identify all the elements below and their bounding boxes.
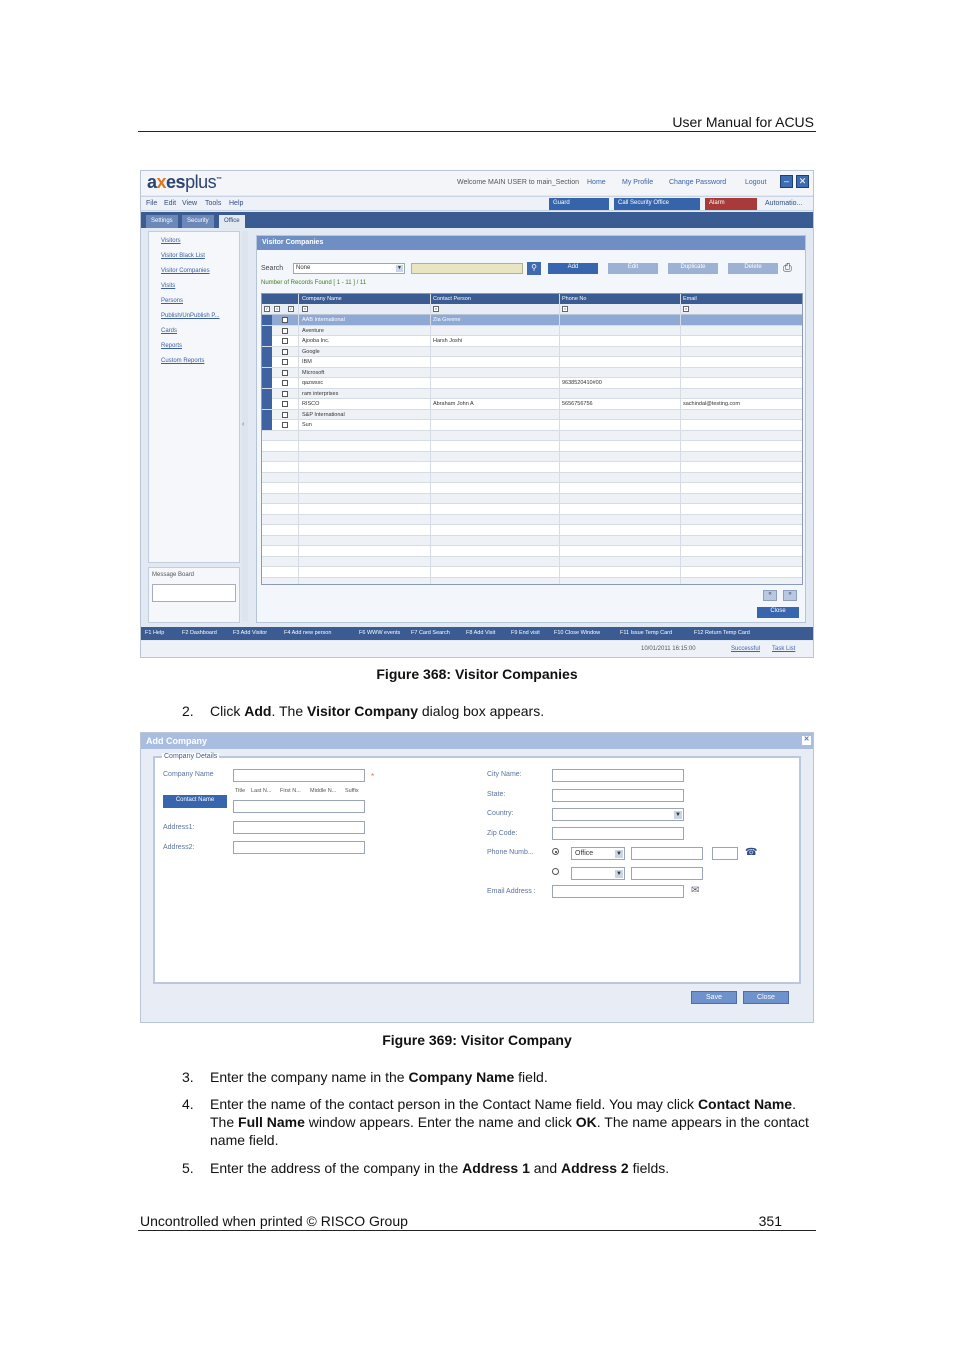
address2-label: Address2: <box>163 844 195 851</box>
automation-menu[interactable]: Automatio... <box>765 200 803 207</box>
status-result[interactable]: Successful <box>731 646 761 652</box>
sidebar-item-custom-reports[interactable]: Custom Reports <box>161 358 205 364</box>
grid-filter-row <box>262 304 803 315</box>
next-page-icon[interactable]: » <box>783 590 797 601</box>
table-row[interactable]: Microsoft <box>262 368 803 379</box>
name-part-first: First N... <box>280 788 301 794</box>
logout-link[interactable]: Logout <box>745 179 767 186</box>
companies-grid <box>261 293 803 585</box>
filter-icon[interactable]: ✓ <box>265 306 269 311</box>
state-label: State: <box>487 791 506 798</box>
table-row[interactable]: ram interprises <box>262 389 803 400</box>
delete-button[interactable]: Delete <box>728 263 778 274</box>
column-company-name[interactable]: Company Name <box>302 296 342 302</box>
records-count: Number of Records Found [ 1 - 11 ] / 11 <box>261 280 367 286</box>
guard-button[interactable]: Guard <box>549 198 609 210</box>
country-label: Country: <box>487 810 514 817</box>
close-icon[interactable]: ✕ <box>803 736 810 743</box>
tab-office[interactable]: Office <box>219 215 245 228</box>
empty-row <box>262 515 803 526</box>
name-part-title: Title <box>235 788 246 794</box>
dialog-title: Add Company ✕ <box>141 733 814 749</box>
empty-row <box>262 483 803 494</box>
menu-edit[interactable]: Edit <box>164 200 177 207</box>
name-part-middle: Middle N... <box>310 788 337 794</box>
fkey-card-search[interactable]: F7 Card Search <box>411 630 450 636</box>
table-row[interactable]: AAB International Zia Greene <box>262 315 803 326</box>
phone-secondary-radio[interactable] <box>552 868 559 875</box>
column-contact-person[interactable]: Contact Person <box>433 296 471 302</box>
row-checkbox[interactable] <box>282 338 288 344</box>
sidebar-item-visitors[interactable]: Visitors <box>161 238 181 244</box>
copyright-text: Uncontrolled when printed © RISCO Group <box>140 1213 408 1229</box>
fkey-close-window[interactable]: F10 Close Window <box>554 630 601 636</box>
empty-row <box>262 525 803 536</box>
empty-row <box>262 452 803 463</box>
empty-row <box>262 441 803 452</box>
required-marker: * <box>371 772 375 781</box>
row-checkbox[interactable] <box>282 401 288 407</box>
message-board-label: Message Board <box>152 572 195 578</box>
filter-icon[interactable]: × <box>434 306 438 311</box>
axesplus-logo: axesplus™ <box>147 172 222 192</box>
fkey-dashboard[interactable]: F2 Dashboard <box>182 630 217 636</box>
page-footer <box>138 1211 816 1231</box>
city-name-input[interactable] <box>552 769 684 782</box>
fkey-add-new-person[interactable]: F4 Add new person <box>284 630 332 636</box>
status-bar <box>141 641 814 658</box>
tab-settings[interactable]: Settings <box>146 215 178 228</box>
home-link[interactable]: Home <box>587 179 606 186</box>
row-checkbox[interactable] <box>282 359 288 365</box>
filter-icon[interactable]: × <box>684 306 688 311</box>
address2-input[interactable] <box>233 841 365 854</box>
chevron-down-icon: ▼ <box>616 851 622 857</box>
menu-tools[interactable]: Tools <box>205 200 222 207</box>
phone-number-label: Phone Numb... <box>487 849 534 856</box>
empty-row <box>262 494 803 505</box>
table-row[interactable]: Aventure <box>262 326 803 337</box>
visitor-companies-screenshot <box>140 170 814 658</box>
address1-input[interactable] <box>233 821 365 834</box>
row-checkbox[interactable] <box>282 412 288 418</box>
address1-label: Address1: <box>163 824 195 831</box>
table-row[interactable]: Sun <box>262 420 803 431</box>
table-row[interactable]: Google <box>262 347 803 358</box>
phone-ext-input[interactable] <box>712 847 738 860</box>
chevron-down-icon: ▼ <box>616 871 622 877</box>
zip-code-label: Zip Code: <box>487 830 518 837</box>
close-button[interactable]: Close <box>743 991 789 1004</box>
row-checkbox[interactable] <box>282 328 288 334</box>
phone-type-select[interactable]: Office ▼ <box>571 847 625 860</box>
message-board <box>148 567 240 623</box>
phone-primary-radio[interactable] <box>552 848 559 855</box>
welcome-text: Welcome MAIN USER to main_Section <box>457 179 580 186</box>
empty-row <box>262 536 803 547</box>
sidebar-splitter[interactable] <box>242 231 248 621</box>
row-checkbox[interactable] <box>282 349 288 355</box>
company-details-group <box>153 753 801 984</box>
email-address-input[interactable] <box>552 885 684 898</box>
empty-row <box>262 578 803 586</box>
empty-row <box>262 462 803 473</box>
menu-bar <box>141 196 814 211</box>
fkey-help[interactable]: F1 Help <box>145 630 165 636</box>
table-row[interactable]: IBM <box>262 357 803 368</box>
menu-view[interactable]: View <box>182 200 198 207</box>
contact-name-input[interactable] <box>233 800 365 813</box>
status-datetime: 10/01/2011 16:15:00 <box>641 646 696 652</box>
close-icon[interactable]: ✕ <box>796 175 809 188</box>
empty-row <box>262 431 803 442</box>
phone-icon[interactable]: ☎ <box>745 847 758 858</box>
figure-369-caption: Figure 369: Visitor Company <box>382 1032 572 1048</box>
search-input[interactable] <box>411 263 523 274</box>
column-phone-no[interactable]: Phone No <box>562 296 587 302</box>
search-label: Search <box>261 265 284 272</box>
phone-number-input[interactable] <box>631 847 703 860</box>
empty-row <box>262 557 803 568</box>
table-row[interactable]: qazwsxc 9638520410#00 <box>262 378 803 389</box>
search-field-select[interactable]: None ▼ <box>293 263 405 274</box>
company-name-label: Company Name <box>163 771 214 778</box>
country-select[interactable] <box>552 808 684 821</box>
phone-type-select-2[interactable] <box>571 867 625 880</box>
my-profile-link[interactable]: My Profile <box>622 179 654 186</box>
empty-row <box>262 504 803 515</box>
alarm-button[interactable]: Alarm <box>705 198 757 210</box>
column-email[interactable]: Email <box>683 296 697 302</box>
fkey-issue-temp-card[interactable]: F11 Issue Temp Card <box>620 630 673 636</box>
minimize-icon[interactable]: – <box>780 175 793 188</box>
fkey-add-visit[interactable]: F8 Add Visit <box>466 630 496 636</box>
change-password-link[interactable]: Change Password <box>669 179 727 186</box>
table-row[interactable]: Ajooba Inc. Harsh Joshi <box>262 336 803 347</box>
filter-icon[interactable]: × <box>563 306 567 311</box>
table-row[interactable]: RISCO Abraham John A 5656756756 sachindal@testing.com <box>262 399 803 410</box>
task-list-link[interactable]: Task List <box>772 646 796 652</box>
zip-code-input[interactable] <box>552 827 684 840</box>
row-checkbox[interactable] <box>282 317 288 323</box>
function-key-bar <box>141 627 814 640</box>
sidebar-item-visitor-companies[interactable]: Visitor Companies <box>161 268 210 274</box>
print-icon[interactable]: ⎙ <box>783 262 792 274</box>
figure-368-caption: Figure 368: Visitor Companies <box>376 666 578 682</box>
sidebar-item-visitor-black-list[interactable]: Visitor Black List <box>161 253 205 259</box>
module-tabs <box>141 212 814 228</box>
row-checkbox[interactable] <box>282 391 288 397</box>
table-row[interactable]: S&P International <box>262 410 803 421</box>
phone-number-input-2[interactable] <box>631 867 703 880</box>
filter-icon[interactable]: × <box>275 306 279 311</box>
search-icon[interactable]: ⚲ <box>527 262 541 275</box>
fkey-add-visitor[interactable]: F3 Add Visitor <box>233 630 268 636</box>
company-name-input[interactable] <box>233 769 365 782</box>
mail-icon[interactable]: ✉ <box>691 885 700 896</box>
sidebar-item-publish[interactable]: Publish/UnPublish P... <box>161 313 220 319</box>
prev-page-icon[interactable]: « <box>763 590 777 601</box>
empty-row <box>262 546 803 557</box>
state-input[interactable] <box>552 789 684 802</box>
empty-row <box>262 473 803 484</box>
page-header <box>138 112 816 132</box>
sidebar <box>148 231 240 563</box>
fkey-end-visit[interactable]: F9 End visit <box>511 630 540 636</box>
edit-button[interactable]: Edit <box>608 263 658 274</box>
filter-icon[interactable]: ✓ <box>289 306 293 311</box>
sidebar-item-visits[interactable]: Visits <box>161 283 176 289</box>
fkey-www-events[interactable]: F6 WWW events <box>359 630 401 636</box>
sidebar-item-persons[interactable]: Persons <box>161 298 184 304</box>
name-part-last: Last N... <box>251 788 272 794</box>
row-checkbox[interactable] <box>282 380 288 386</box>
duplicate-button[interactable]: Duplicate <box>668 263 718 274</box>
filter-icon[interactable]: × <box>303 306 307 311</box>
chevron-left-icon[interactable]: ‹ <box>242 421 245 428</box>
name-part-suffix: Suffix <box>345 788 359 794</box>
tab-security[interactable]: Security <box>182 215 214 228</box>
manual-title: User Manual for ACUS <box>672 114 814 130</box>
contact-name-button[interactable]: Contact Name <box>163 795 227 808</box>
grid-rows <box>262 315 803 585</box>
company-details-legend: Company Details <box>164 753 218 760</box>
email-address-label: Email Address : <box>487 888 536 895</box>
chevron-down-icon: ▼ <box>675 812 681 818</box>
grid-header <box>262 294 803 304</box>
row-checkbox[interactable] <box>282 422 288 428</box>
menu-file[interactable]: File <box>146 200 158 207</box>
save-button[interactable]: Save <box>691 991 737 1004</box>
close-button[interactable]: Close <box>757 607 799 618</box>
add-button[interactable]: Add <box>548 263 598 274</box>
chevron-down-icon: ▼ <box>397 265 402 271</box>
message-board-box[interactable] <box>152 584 236 602</box>
sidebar-item-reports[interactable]: Reports <box>161 343 183 349</box>
empty-row <box>262 567 803 578</box>
app-title-bar <box>141 171 814 195</box>
city-name-label: City Name: <box>487 771 522 778</box>
visitor-companies-panel <box>256 235 806 623</box>
sidebar-item-cards[interactable]: Cards <box>161 328 178 334</box>
row-checkbox[interactable] <box>282 370 288 376</box>
panel-title: Visitor Companies <box>257 236 805 250</box>
call-security-office-button[interactable]: Call Security Office <box>614 198 700 210</box>
fkey-return-temp-card[interactable]: F12 Return Temp Card <box>694 630 750 636</box>
menu-help[interactable]: Help <box>229 200 244 207</box>
page-number: 351 <box>758 1213 782 1229</box>
add-company-screenshot <box>140 732 814 1023</box>
